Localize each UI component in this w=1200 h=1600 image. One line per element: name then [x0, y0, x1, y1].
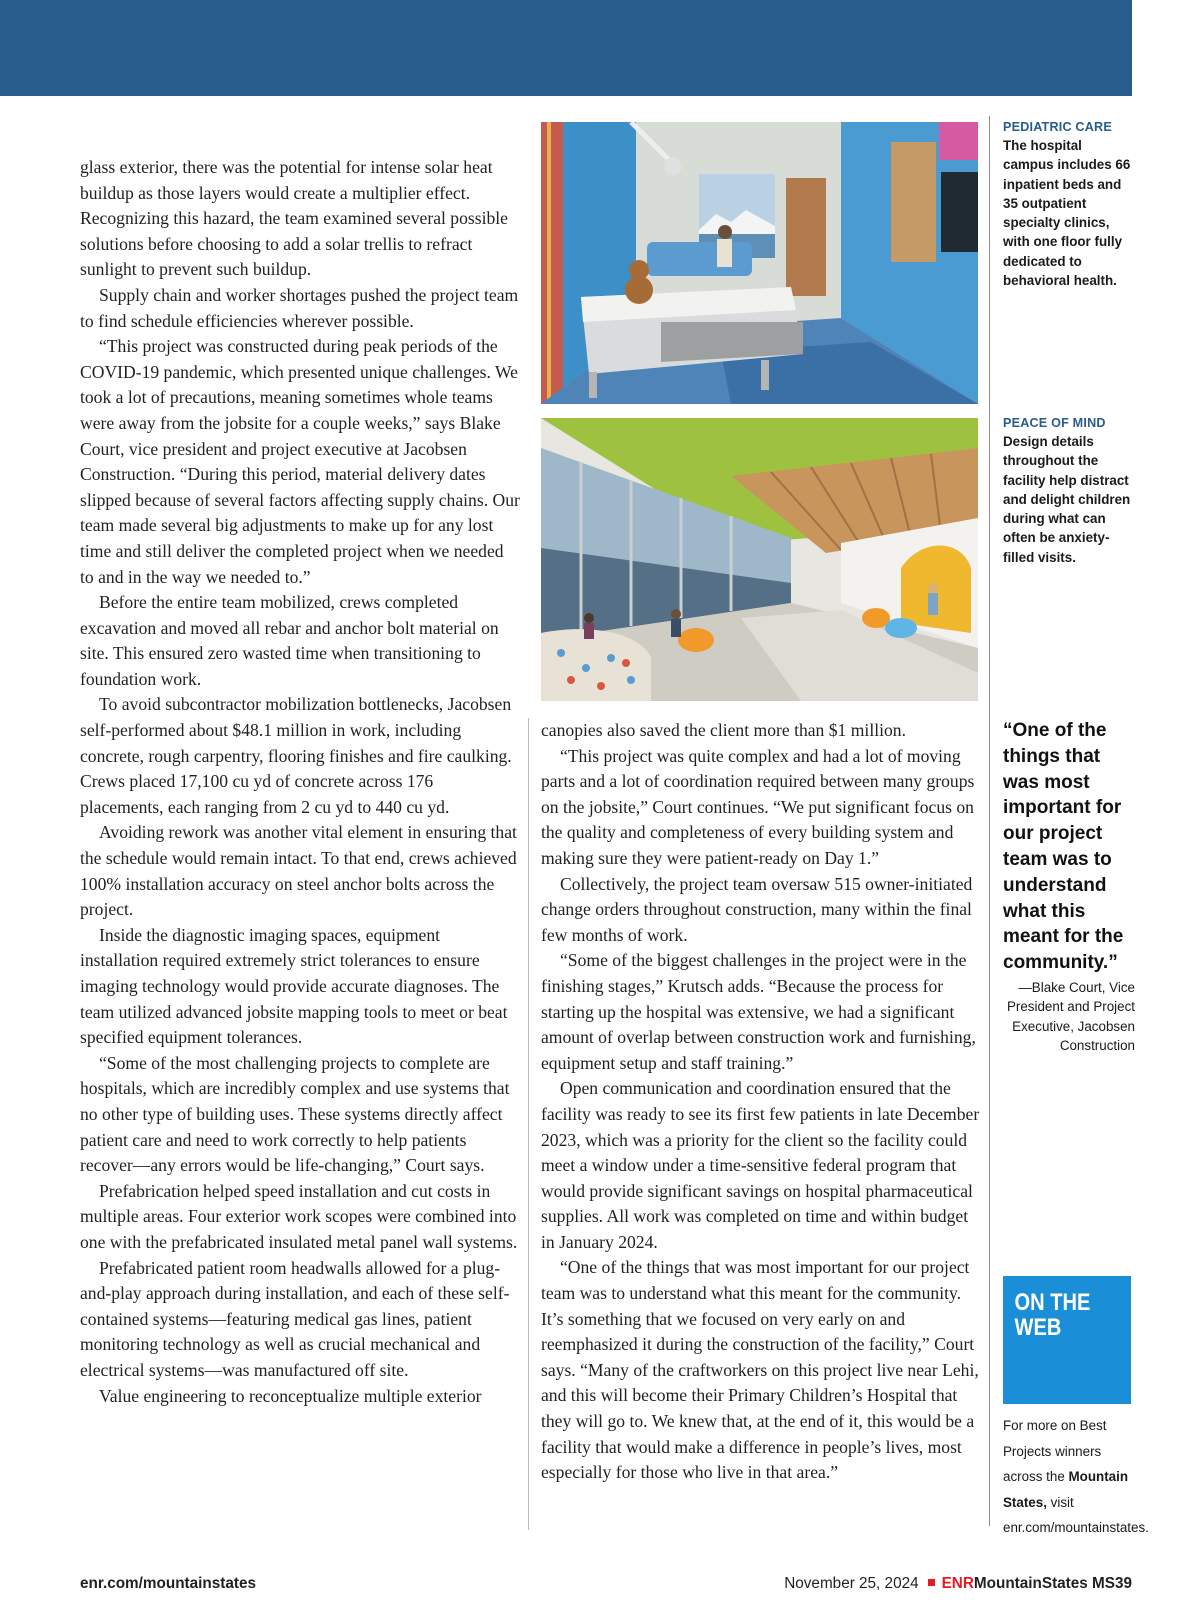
on-the-web-box: [1003, 1276, 1131, 1404]
enr-logo-text: ENR: [941, 1575, 974, 1592]
column-divider: [528, 718, 529, 1530]
article-column-1: [80, 155, 520, 1409]
photo-caption-peace-of-mind: [1003, 415, 1131, 567]
on-the-web-text: For more on Best Projects winners across the Mountain States, visit enr.com/mountainstates.: [1003, 1418, 1149, 1536]
sidebar-divider: [989, 116, 990, 1526]
photo-caption-pediatric-care: [1003, 119, 1131, 290]
pediatric-room-illustration: [541, 122, 978, 404]
footer-date: November 25, 2024: [784, 1575, 919, 1592]
body-paragraph: canopies also saved the client more than $1 million.: [541, 720, 906, 740]
pediatric-room-photo: [541, 122, 978, 404]
body-paragraph: Prefabricated patient room headwalls allowed for a plug-and-play approach during installation, and each of these self-contained systems—featuring medical gas lines, patient monitoring technology as well as crucial mechanical and electrical systems—was manufactured off site.: [80, 1257, 510, 1380]
red-square-bullet: [928, 1579, 935, 1586]
page-number: MS39: [1092, 1575, 1132, 1592]
header-color-bar: [0, 0, 1132, 96]
body-paragraph: Open communication and coordination ensured that the facility was ready to see its first few patients in late December 2023, which was a priority for the client so the facility could meet a window under a time-sensitive federal program that would provide significant savings on hospital pharmaceutical supplies. All work was completed on time and within budget in January 2024.: [541, 1078, 980, 1252]
body-paragraph: Avoiding rework was another vital element in ensuring that the schedule would remain intact. To that end, crews achieved 100% installation accuracy on steel anchor bolts across the project.: [80, 822, 517, 920]
corridor-illustration: [541, 418, 978, 701]
body-paragraph: “This project was constructed during peak periods of the COVID-19 pandemic, which presented unique challenges. We took a lot of precautions, meaning sometimes whole teams were away from the jobsite for a couple weeks,” says Blake Court, vice president and project executive at Jacobsen Construction. “During this period, material delivery dates slipped because of several factors affecting supply chains. Our team made several big adjustments to make up for any lost time and still deliver the completed project when we needed to and in the way we needed to.”: [80, 336, 520, 587]
article-column-2: [541, 718, 981, 1486]
footer-url[interactable]: enr.com/mountainstates: [80, 1575, 256, 1592]
body-paragraph: Inside the diagnostic imaging spaces, equipment installation required extremely strict tolerances to ensure imaging technology would provide accurate diagnoses. The team utilized advanced jobsite mapping tools to meet or beat specified equipment tolerances.: [80, 924, 508, 1048]
body-paragraph: glass exterior, there was the potential for intense solar heat buildup as those layers would create a multiplier effect. Recognizing this hazard, the team examined several possible solutions before choosing to add a solar trellis to refract sunlight to prevent such buildup.: [80, 157, 508, 280]
body-paragraph: “Some of the biggest challenges in the project were in the finishing stages,” Krutsch adds. “Because the process for starting up the hospital was extensive, we had a significant amount of overlap between construction work and furnishing, equipment setup and staff training.”: [541, 950, 976, 1073]
on-the-web-title: ON THE WEB: [1014, 1289, 1091, 1341]
body-paragraph: To avoid subcontractor mobilization bottlenecks, Jacobsen self-performed about $48.1 million in work, including concrete, rough carpentry, flooring finishes and fire caulking. Crews placed 17,100 cu yd of concrete across 176 placements, each ranging from 2 cu yd to 440 cu yd.: [80, 694, 512, 817]
body-paragraph: Supply chain and worker shortages pushed the project team to find schedule efficiencies wherever possible.: [80, 284, 519, 331]
caption-text: Design details throughout the facility help distract and delight children during what can often be anxiety-filled visits.: [1003, 434, 1131, 565]
body-paragraph: “One of the things that was most important for our project team was to understand what this meant for the community. It’s something that we focused on very early on and reemphasized it during the construction of the facility,” Court says. “Many of the craftworkers on this project live near Lehi, and this will become their Primary Children’s Hospital that they will go to. We knew that, at the end of it, this would be a facility that would make a difference in people’s lives, most especially for those who live in that area.”: [541, 1257, 979, 1483]
footer-folio: [784, 1575, 1132, 1593]
body-paragraph: “This project was quite complex and had a lot of moving parts and a lot of coordination required between many groups on the jobsite,” Court continues. “We put significant focus on the quality and completeness of every building system and making sure they were patient-ready on Day 1.”: [541, 745, 975, 868]
region-name: MountainStates: [973, 1575, 1088, 1592]
body-paragraph: Value engineering to reconceptualize multiple exterior: [99, 1385, 482, 1406]
pull-quote-text: “One of the things that was most important for our project team was to understand what this meant for the community.”: [1003, 720, 1124, 974]
caption-text: The hospital campus includes 66 inpatient beds and 35 outpatient specialty clinics, with one floor fully dedicated to behavioral health.: [1003, 138, 1131, 289]
pull-quote-attribution: —Blake Court, Vice President and Project Executive, Jacobsen Construction: [1006, 979, 1135, 1053]
body-paragraph: Prefabrication helped speed installation and cut costs in multiple areas. Four exterior work scopes were combined into one with the prefabricated insulated metal panel wall systems.: [80, 1180, 518, 1252]
caption-kicker: PEDIATRIC CARE: [1003, 120, 1112, 134]
body-paragraph: Collectively, the project team oversaw 515 owner-initiated change orders throughout construction, many within the final few months of work.: [541, 873, 973, 945]
caption-kicker: PEACE OF MIND: [1003, 416, 1106, 430]
corridor-lounge-photo: [541, 418, 978, 701]
pull-quote: [1003, 718, 1135, 1055]
web-link[interactable]: visit enr.com/mountainstates.: [1003, 1494, 1149, 1536]
body-paragraph: “Some of the most challenging projects to complete are hospitals, which are incredibly complex and use systems that no other type of building uses. These systems directly affect patient care and need to work correctly to help patients recover—any errors would be life-changing,” Court says.: [80, 1052, 510, 1176]
body-paragraph: Before the entire team mobilized, crews completed excavation and moved all rebar and anchor bolt material on site. This ensured zero wasted time when transitioning to foundation work.: [80, 592, 499, 689]
